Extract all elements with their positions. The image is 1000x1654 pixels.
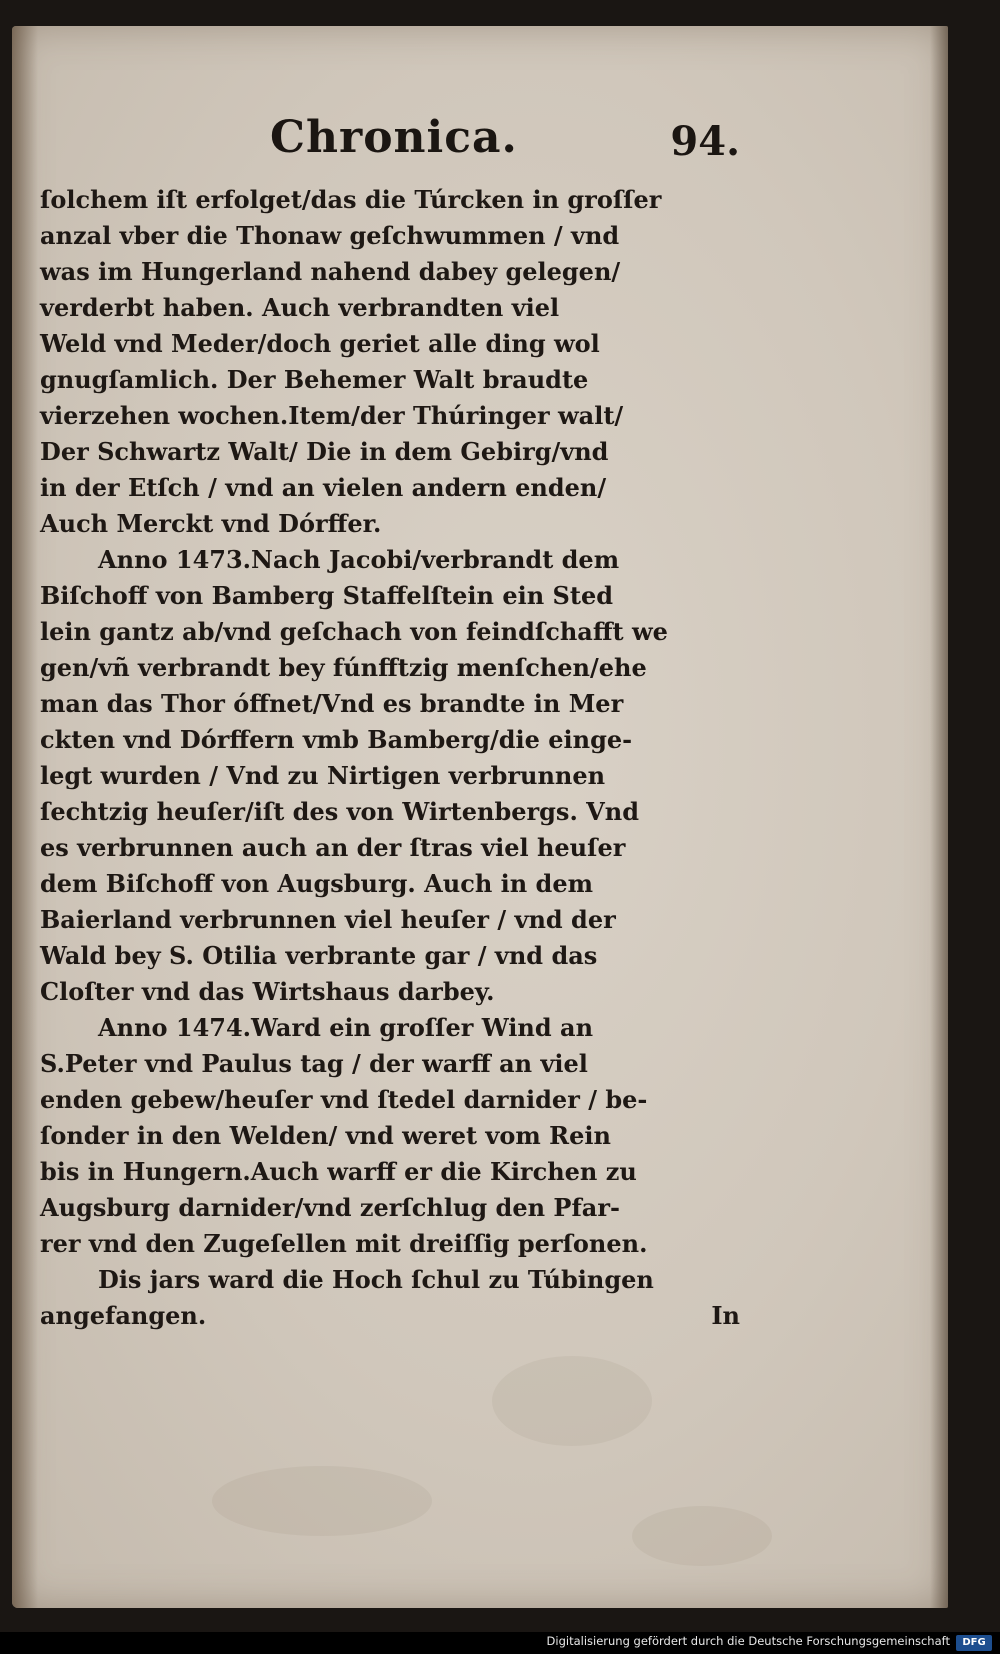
text-line: Dis jars ward die Hoch ſchul zu Túbingen bbox=[98, 1265, 654, 1294]
text-line: gnugſamlich. Der Behemer Walt braudte bbox=[40, 365, 589, 394]
text-line: Augsburg darnider/vnd zerſchlug den Pfar- bbox=[40, 1193, 620, 1222]
text-line: ſechtzig heuſer/iſt des von Wirtenbergs. Vnd bbox=[40, 797, 640, 826]
text-line: angefangen. bbox=[40, 1301, 207, 1330]
text-line: lein gantz ab/vnd geſchach von feindſchafft we bbox=[40, 617, 668, 646]
dfg-logo-icon: DFG bbox=[956, 1635, 992, 1651]
text-line: Anno 1474.Ward ein groſſer Wind an bbox=[98, 1013, 594, 1042]
text-line: ſolchem iſt erfolget/das die Túrcken in groſſer bbox=[40, 185, 662, 214]
text-line: legt wurden / Vnd zu Nirtigen verbrunnen bbox=[40, 761, 606, 790]
text-line: in der Etſch / vnd an vielen andern enden/ bbox=[40, 473, 607, 502]
page-header bbox=[270, 112, 740, 176]
text-line: vierzehen wochen.Item/der Thúringer walt/ bbox=[40, 401, 624, 430]
text-line: was im Hungerland nahend dabey gelegen/ bbox=[40, 257, 621, 286]
text-line: Weld vnd Meder/doch geriet alle ding wol bbox=[40, 329, 600, 358]
page-number: 94. bbox=[670, 118, 740, 165]
text-line: S.Peter vnd Paulus tag / der warff an viel bbox=[40, 1049, 588, 1078]
funding-credit: Digitalisierung gefördert durch die Deutsche Forschungsgemeinschaft bbox=[546, 1634, 950, 1648]
text-line: Biſchoff von Bamberg Staffelſtein ein Sted bbox=[40, 581, 613, 610]
text-line: Der Schwartz Walt/ Die in dem Gebirg/vnd bbox=[40, 437, 609, 466]
paper-stain bbox=[492, 1356, 652, 1446]
text-line: man das Thor óffnet/Vnd es brandte in Mer bbox=[40, 689, 624, 718]
text-line: Wald bey S. Otilia verbrante gar / vnd das bbox=[40, 941, 598, 970]
text-line: Anno 1473.Nach Jacobi/verbrandt dem bbox=[98, 545, 620, 574]
text-line: Baierland verbrunnen viel heuſer / vnd der bbox=[40, 905, 616, 934]
text-line: ſonder in den Welden/ vnd weret vom Rein bbox=[40, 1121, 611, 1150]
running-title: Chronica. bbox=[270, 112, 518, 163]
text-line: gen/vñ verbrandt bey fúnfftzig menſchen/ehe bbox=[40, 653, 647, 682]
body-text bbox=[40, 182, 740, 1334]
footer-bar bbox=[0, 1632, 1000, 1654]
text-line: dem Biſchoff von Augsburg. Auch in dem bbox=[40, 869, 593, 898]
text-line: bis in Hungern.Auch warff er die Kirchen zu bbox=[40, 1157, 637, 1186]
page-edge-shadow bbox=[930, 26, 948, 1608]
text-line: anzal vber die Thonaw geſchwummen / vnd bbox=[40, 221, 620, 250]
text-line: es verbrunnen auch an der ſtras viel heuſer bbox=[40, 833, 626, 862]
paper-stain bbox=[632, 1506, 772, 1566]
text-line: rer vnd den Zugeſellen mit dreiſſig perſonen. bbox=[40, 1229, 648, 1258]
text-line: verderbt haben. Auch verbrandten viel bbox=[40, 293, 560, 322]
text-line: ckten vnd Dórffern vmb Bamberg/die einge- bbox=[40, 725, 633, 754]
catchword: In bbox=[711, 1301, 740, 1330]
text-line: enden gebew/heuſer vnd ſtedel darnider / be- bbox=[40, 1085, 648, 1114]
text-line: Auch Merckt vnd Dórffer. bbox=[40, 509, 382, 538]
text-line: Cloſter vnd das Wirtshaus darbey. bbox=[40, 977, 495, 1006]
paper-stain bbox=[212, 1466, 432, 1536]
